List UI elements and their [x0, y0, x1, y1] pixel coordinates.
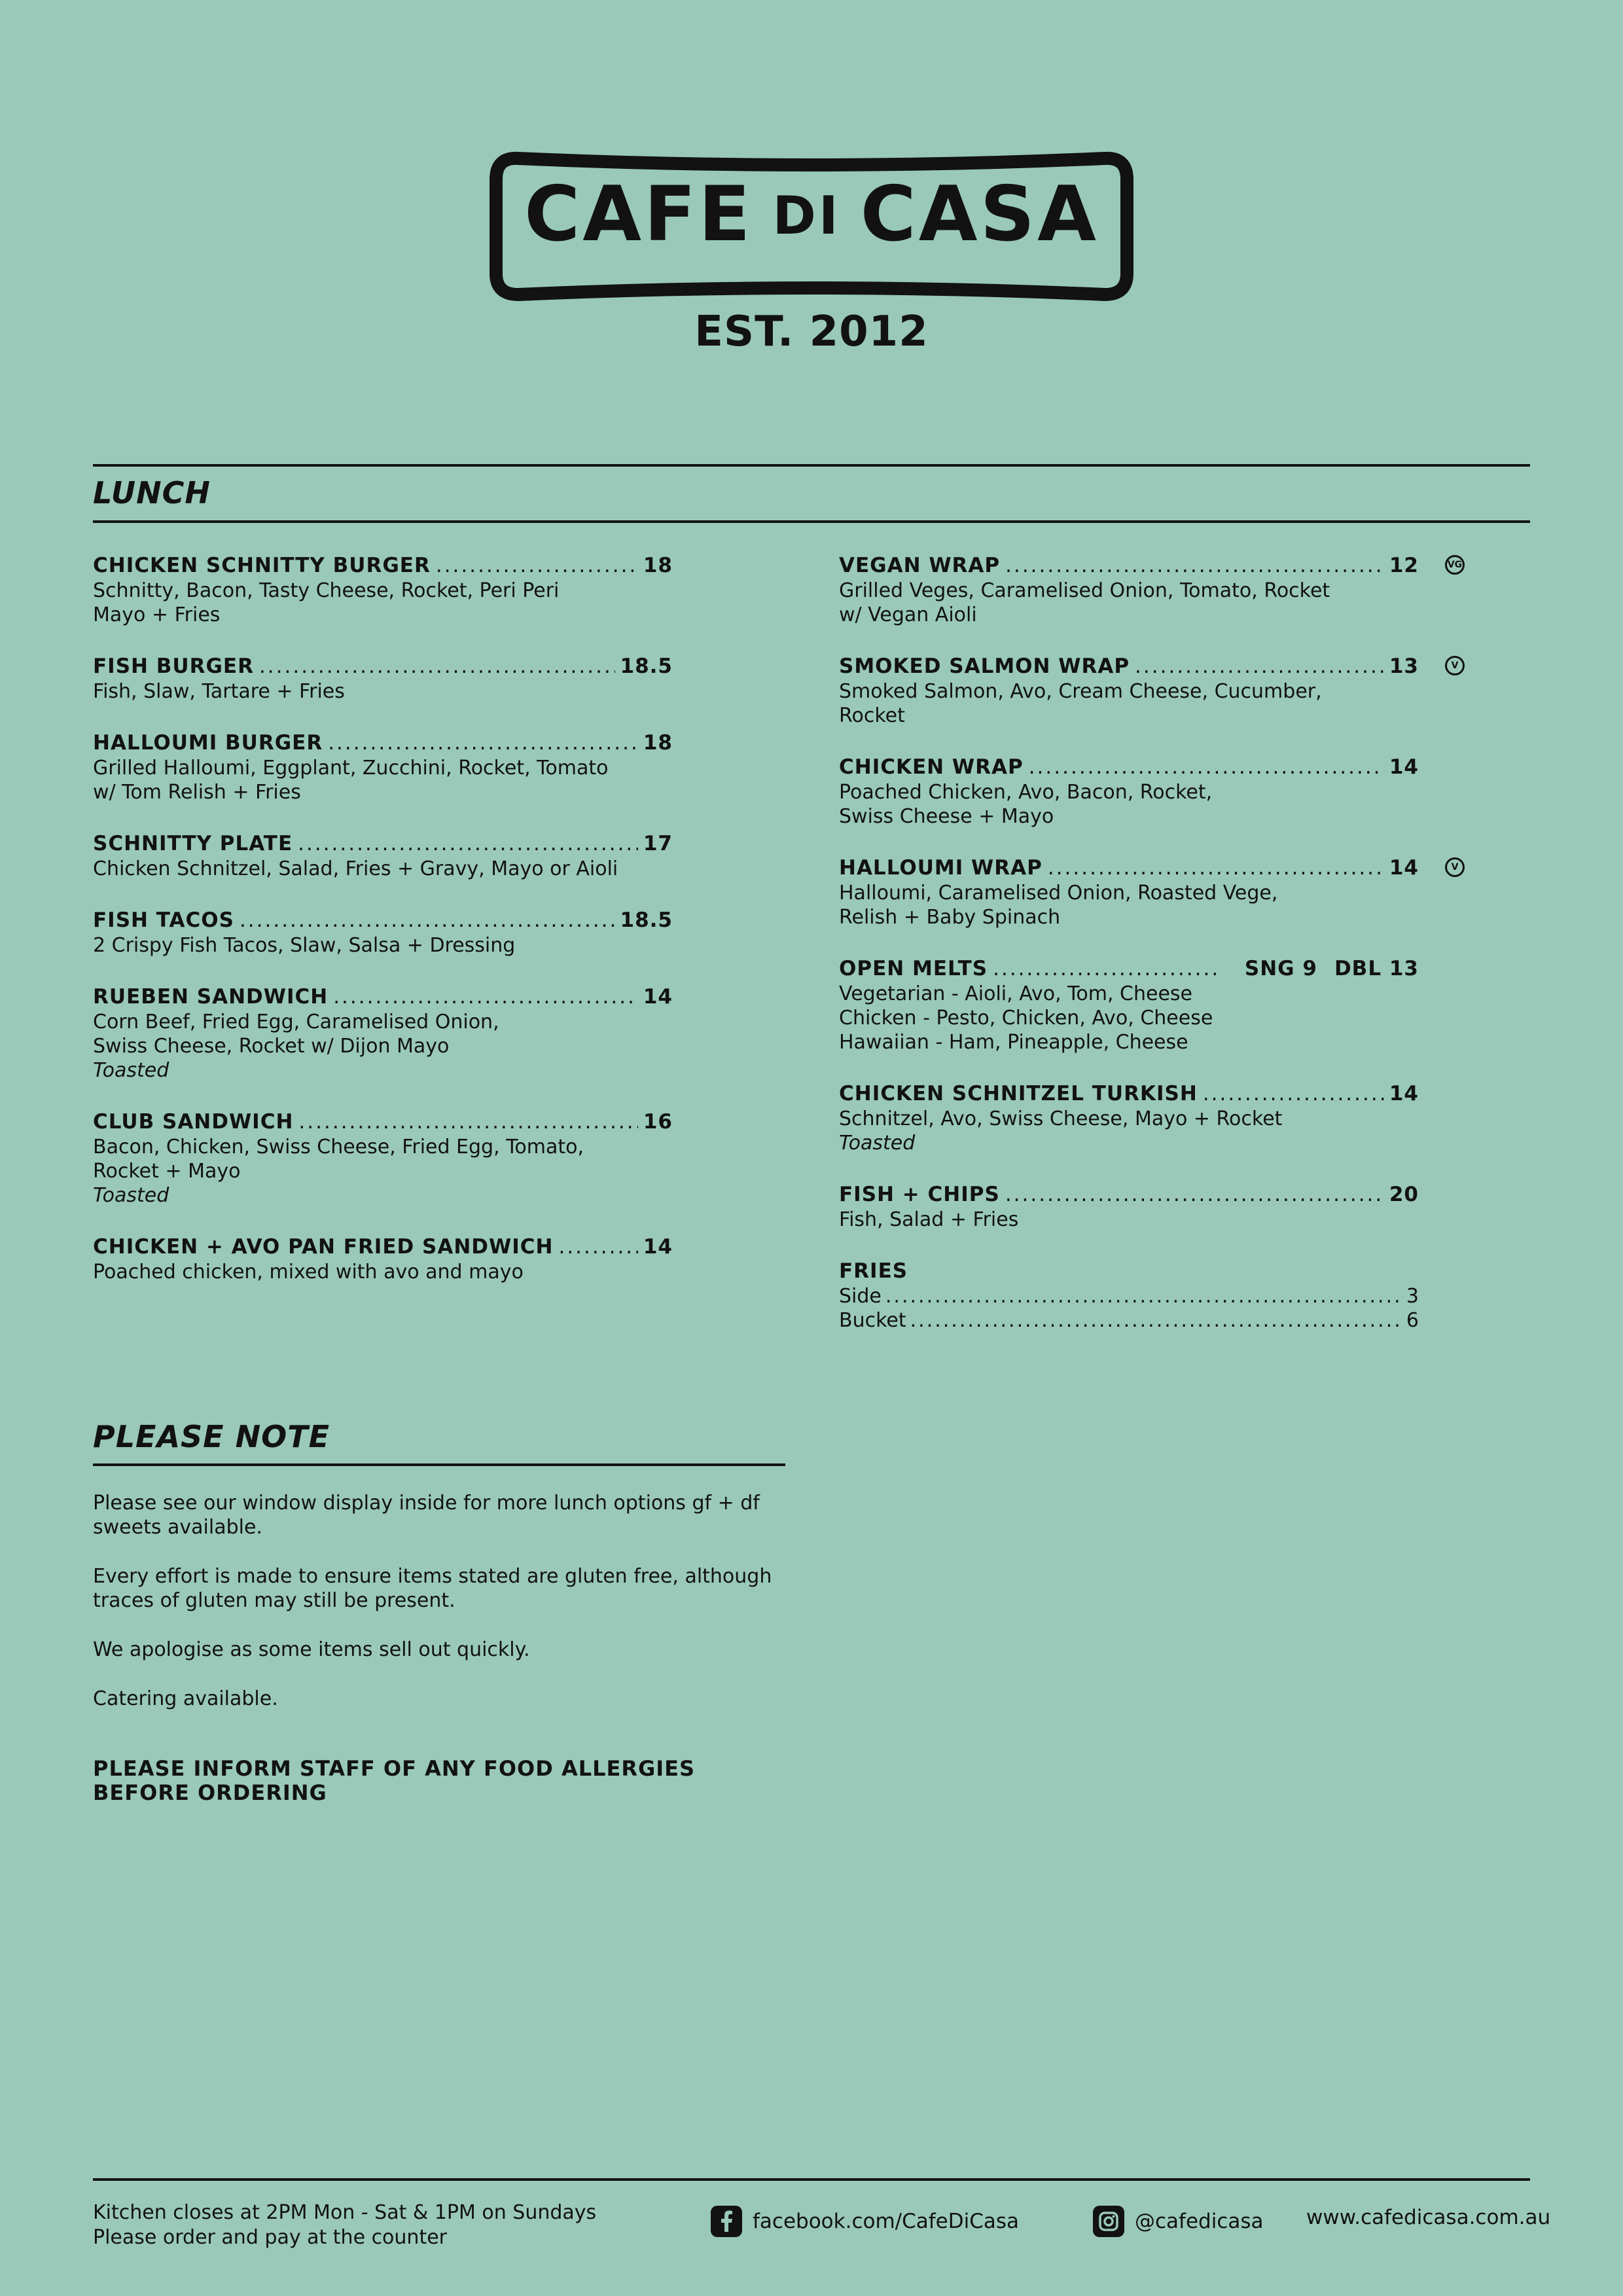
menu-item: [93, 831, 673, 881]
website-url: www.cafedicasa.com.au: [1306, 2206, 1551, 2229]
item-name: SMOKED SALMON WRAP: [839, 655, 1130, 678]
item-price: 18: [643, 731, 673, 755]
fries-bucket-row: [839, 1308, 1419, 1333]
facebook-handle: facebook.com/CafeDiCasa: [753, 2210, 1019, 2233]
item-price: 14: [1389, 755, 1419, 779]
menu-column-left: [93, 552, 673, 1310]
logo-word-casa: CASA: [860, 170, 1099, 259]
cafe-logo: [484, 170, 1139, 259]
menu-item: [93, 730, 673, 804]
item-description: Mayo + Fries: [93, 603, 221, 626]
item-description: Vegetarian - Aioli, Avo, Tom, Cheese: [839, 982, 1192, 1005]
menu-item: [839, 1081, 1419, 1155]
item-price: 18: [643, 554, 673, 577]
item-description: Swiss Cheese, Rocket w/ Dijon Mayo: [93, 1035, 450, 1058]
item-name: FISH BURGER: [93, 655, 254, 678]
item-note: Toasted: [93, 1059, 169, 1082]
item-name: CHICKEN SCHNITTY BURGER: [93, 554, 431, 577]
item-name: VEGAN WRAP: [839, 554, 1001, 577]
menu-item: [839, 754, 1419, 829]
facebook-icon: [711, 2206, 742, 2237]
item-description: Schnitty, Bacon, Tasty Cheese, Rocket, Peri Peri: [93, 579, 560, 602]
menu-item: [839, 956, 1419, 1054]
notes-rule: [93, 1463, 785, 1466]
lunch-bottom-rule: [93, 520, 1530, 523]
menu-item: [839, 653, 1459, 728]
logo-word-cafe: CAFE: [524, 170, 753, 259]
item-price: 14: [643, 985, 673, 1009]
notes-body: [93, 1491, 787, 1830]
item-description: Poached Chicken, Avo, Bacon, Rocket,: [839, 781, 1213, 804]
fries-size-price: 6: [1406, 1309, 1419, 1332]
menu-item: [93, 1109, 673, 1208]
fries-side-row: [839, 1284, 1419, 1308]
kitchen-hours: Kitchen closes at 2PM Mon - Sat & 1PM on Sundays: [93, 2201, 597, 2224]
item-description: Grilled Halloumi, Eggplant, Zucchini, Rocket, Tomato: [93, 757, 609, 780]
item-name: CHICKEN + AVO PAN FRIED SANDWICH: [93, 1235, 554, 1259]
fries-size-label: Bucket: [839, 1309, 906, 1332]
item-price: 18.5: [620, 655, 673, 678]
item-description: Bacon, Chicken, Swiss Cheese, Fried Egg, Tomato,: [93, 1136, 584, 1158]
item-note: Toasted: [839, 1132, 916, 1155]
item-description: Corn Beef, Fried Egg, Caramelised Onion,: [93, 1011, 499, 1033]
item-name: HALLOUMI BURGER: [93, 731, 323, 755]
menu-column-right: [839, 552, 1463, 1359]
instagram-link[interactable]: [1093, 2206, 1264, 2237]
item-name: RUEBEN SANDWICH: [93, 985, 329, 1009]
item-price: 12: [1389, 554, 1419, 577]
item-name: CLUB SANDWICH: [93, 1110, 294, 1134]
item-price: 14: [643, 1235, 673, 1259]
item-note: Toasted: [93, 1184, 169, 1207]
item-price-double: DBL 13: [1334, 957, 1419, 980]
item-description: Swiss Cheese + Mayo: [839, 805, 1054, 828]
item-description: w/ Vegan Aioli: [839, 603, 977, 626]
instagram-handle: @cafedicasa: [1135, 2210, 1264, 2233]
item-description: Chicken - Pesto, Chicken, Avo, Cheese: [839, 1007, 1213, 1030]
menu-item: [839, 855, 1459, 929]
notes-title: PLEASE NOTE: [93, 1419, 330, 1454]
item-description: Schnitzel, Avo, Swiss Cheese, Mayo + Rocket: [839, 1107, 1283, 1130]
item-description: Rocket + Mayo: [93, 1160, 241, 1183]
established-year: EST. 2012: [694, 308, 929, 356]
note-paragraph: Please see our window display inside for more lunch options gf + df sweets available.: [93, 1492, 760, 1539]
allergy-warning: PLEASE INFORM STAFF OF ANY FOOD ALLERGIES BEFORE ORDERING: [93, 1756, 696, 1805]
menu-item: [93, 907, 673, 958]
item-description: Rocket: [839, 704, 905, 727]
item-price-single: SNG 9: [1244, 957, 1317, 980]
note-paragraph: Every effort is made to ensure items stated are gluten free, although traces of gluten may still be present.: [93, 1565, 772, 1612]
item-description: Poached chicken, mixed with avo and mayo: [93, 1261, 524, 1283]
item-name: SCHNITTY PLATE: [93, 832, 293, 855]
menu-item: [93, 1234, 673, 1284]
item-name: FRIES: [839, 1259, 908, 1283]
item-description: Halloumi, Caramelised Onion, Roasted Vege,: [839, 882, 1278, 905]
item-price: 16: [643, 1110, 673, 1134]
website-link[interactable]: [1306, 2206, 1550, 2229]
note-paragraph: Catering available.: [93, 1687, 278, 1710]
menu-item: [93, 653, 673, 704]
item-name: OPEN MELTS: [839, 957, 988, 980]
item-price: 14: [1389, 1082, 1419, 1105]
menu-item: [839, 1181, 1419, 1232]
item-name: FISH + CHIPS: [839, 1183, 1000, 1206]
item-price: 14: [1389, 856, 1419, 880]
item-name: CHICKEN WRAP: [839, 755, 1024, 779]
item-name: CHICKEN SCHNITZEL TURKISH: [839, 1082, 1198, 1105]
item-description: Relish + Baby Spinach: [839, 906, 1061, 929]
item-price: 17: [643, 832, 673, 855]
vegan-badge-icon: VG: [1445, 555, 1465, 575]
menu-item: [839, 552, 1463, 627]
item-description: Grilled Veges, Caramelised Onion, Tomato, Rocket: [839, 579, 1330, 602]
footer-rule: [93, 2178, 1530, 2181]
footer-info: [93, 2200, 596, 2250]
vegetarian-badge-icon: V: [1445, 857, 1465, 877]
item-price: 13: [1389, 655, 1419, 678]
item-description: 2 Crispy Fish Tacos, Slaw, Salsa + Dressing: [93, 934, 516, 957]
fries-item: [839, 1258, 1419, 1333]
vegetarian-badge-icon: V: [1445, 656, 1465, 675]
menu-item: [93, 984, 673, 1083]
facebook-link[interactable]: [711, 2206, 1019, 2237]
fries-size-price: 3: [1406, 1285, 1419, 1308]
item-description: Fish, Salad + Fries: [839, 1208, 1019, 1231]
instagram-icon: [1093, 2206, 1124, 2237]
item-description: Fish, Slaw, Tartare + Fries: [93, 680, 345, 703]
item-description: Chicken Schnitzel, Salad, Fries + Gravy, Mayo or Aioli: [93, 857, 618, 880]
lunch-top-rule: [93, 464, 1530, 467]
item-description: Hawaiian - Ham, Pineapple, Cheese: [839, 1031, 1188, 1054]
lunch-title: LUNCH: [93, 475, 211, 511]
logo-word-di: DI: [772, 185, 841, 246]
item-price: 20: [1389, 1183, 1419, 1206]
item-description: w/ Tom Relish + Fries: [93, 781, 301, 804]
item-price: 18.5: [620, 908, 673, 932]
item-description: Smoked Salmon, Avo, Cream Cheese, Cucumber,: [839, 680, 1322, 703]
item-name: HALLOUMI WRAP: [839, 856, 1043, 880]
order-instructions: Please order and pay at the counter: [93, 2226, 447, 2249]
fries-size-label: Side: [839, 1285, 882, 1308]
note-paragraph: We apologise as some items sell out quickly.: [93, 1638, 530, 1661]
item-name: FISH TACOS: [93, 908, 234, 932]
menu-item: [93, 552, 673, 627]
